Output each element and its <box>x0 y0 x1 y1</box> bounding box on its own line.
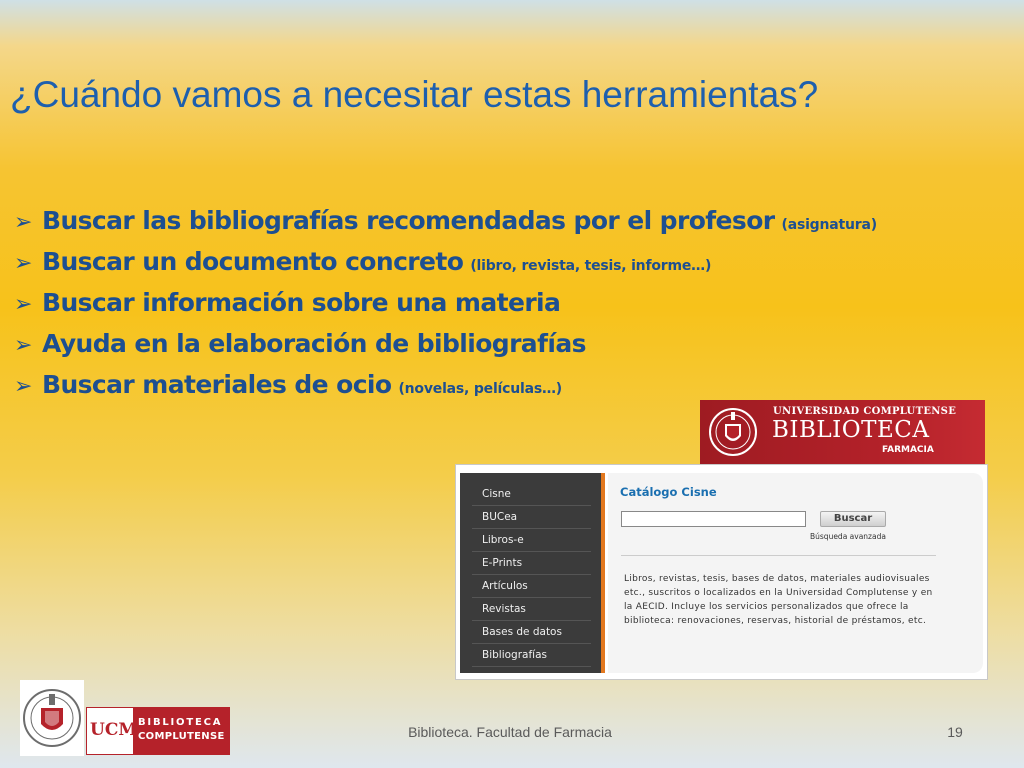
bullet-text: Buscar las bibliografías recomendadas por el profesor <box>42 206 775 235</box>
bullet-note: (novelas, películas…) <box>398 381 563 397</box>
catalog-title: Catálogo Cisne <box>620 485 717 499</box>
catalog-description: Libros, revistas, tesis, bases de datos, materiales audiovisuales etc., suscritos o localizados en la Universidad Complutense y en la AECID. Incluye los servicios personalizados que ofrece la biblioteca: renovaciones, reservas, historial de préstamos, etc. <box>624 574 933 626</box>
page-number: 19 <box>947 724 963 740</box>
footer-text: Biblioteca. Facultad de Farmacia <box>408 724 612 740</box>
sidebar-item-bibliografias[interactable]: Bibliografías <box>472 644 591 667</box>
catalog-panel <box>460 473 983 673</box>
bullet-item <box>14 329 1014 370</box>
arrow-right-icon: ➢ <box>14 210 33 235</box>
footer-logos <box>20 680 230 756</box>
sidebar-item-bucea[interactable]: BUCea <box>472 506 591 529</box>
bullet-item <box>14 206 1014 247</box>
logo-line-1: BIBLIOTECA <box>138 717 223 728</box>
sidebar-item-cisne[interactable]: Cisne <box>472 483 591 506</box>
bullet-item <box>14 247 1014 288</box>
banner-faculty: FARMACIA <box>882 445 934 455</box>
banner-library: BIBLIOTECA <box>772 417 930 443</box>
slide-title: ¿Cuándo vamos a necesitar estas herramientas? <box>10 74 819 115</box>
ucm-acronym: UCM <box>90 720 138 740</box>
sidebar-item-e-prints[interactable]: E-Prints <box>472 552 591 575</box>
bullet-note: (libro, revista, tesis, informe…) <box>470 258 712 274</box>
sidebar-item-revistas[interactable]: Revistas <box>472 598 591 621</box>
catalog-sidebar <box>460 473 605 673</box>
bullet-text: Buscar un documento concreto <box>42 247 464 276</box>
sidebar-item-libros-e[interactable]: Libros-e <box>472 529 591 552</box>
advanced-search-link[interactable]: Búsqueda avanzada <box>810 532 886 541</box>
bullet-list <box>14 206 1014 411</box>
search-input[interactable] <box>621 511 806 527</box>
divider <box>621 555 936 556</box>
search-button[interactable]: Buscar <box>820 511 886 527</box>
arrow-right-icon: ➢ <box>14 251 33 276</box>
library-banner <box>700 400 985 464</box>
arrow-right-icon: ➢ <box>14 333 33 358</box>
catalog-content <box>608 473 983 673</box>
university-seal-icon <box>708 404 758 460</box>
bullet-note: (asignatura) <box>781 217 877 233</box>
biblioteca-complutense-logo <box>86 707 230 755</box>
bullet-item <box>14 288 1014 329</box>
ucm-seal-logo <box>20 680 84 756</box>
sidebar-item-bases-de-datos[interactable]: Bases de datos <box>472 621 591 644</box>
bullet-text: Ayuda en la elaboración de bibliografías <box>42 329 586 358</box>
bullet-text: Buscar información sobre una materia <box>42 288 561 317</box>
arrow-right-icon: ➢ <box>14 292 33 317</box>
catalog-screenshot <box>455 464 988 680</box>
bullet-text: Buscar materiales de ocio <box>42 370 392 399</box>
sidebar-item-articulos[interactable]: Artículos <box>472 575 591 598</box>
arrow-right-icon: ➢ <box>14 374 33 399</box>
banner-university: UNIVERSIDAD COMPLUTENSE <box>773 406 957 417</box>
logo-line-2: COMPLUTENSE <box>138 731 225 742</box>
crest-icon <box>20 680 84 756</box>
